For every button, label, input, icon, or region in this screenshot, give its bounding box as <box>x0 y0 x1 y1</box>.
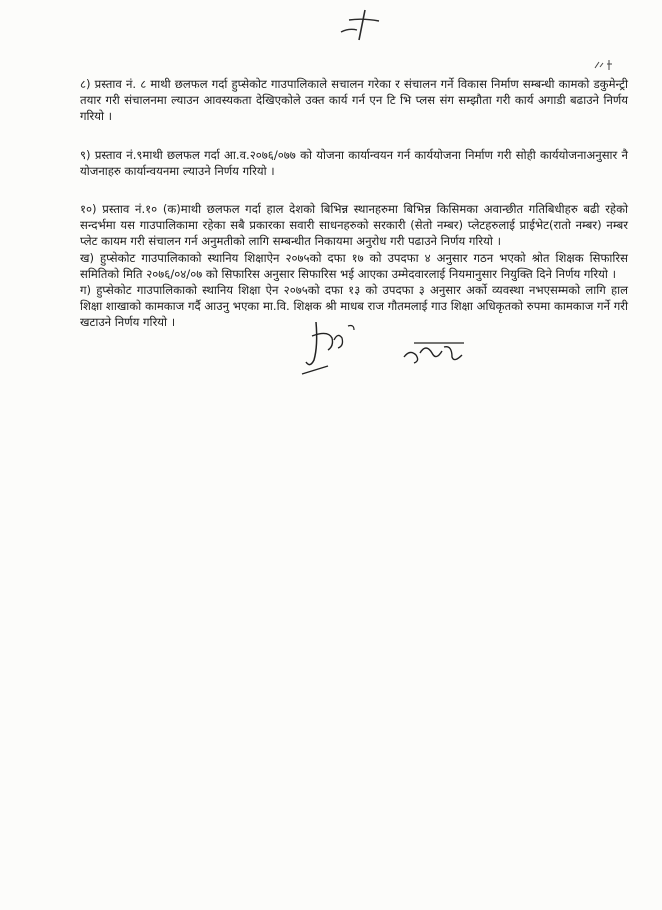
signature-mark-top <box>335 6 385 42</box>
decision-item-8: ८) प्रस्ताव नं. ८ माथी छलफल गर्दा हुप्सेकोट गाउपालिकाले सचालन गरेका र संचालन गर्ने विकास निर्माण सम्बन्धी कामको डकुमेन्ट्री तयार गरी संचालनमा ल्याउन आवस्यकता देखिएकोले उक्त कार्य गर्न एन टि भि प्लस संग सम्झौता गरी कार्य अगाडी बढाउने निर्णय गरियो । <box>80 77 628 124</box>
decision-item-10-ga: ग) हुप्सेकोट गाउपालिकाको स्थानिय शिक्षा ऐन २०७५को दफा १३ को उपदफा ३ अनुसार अर्को व्यवस्था नभएसम्मको लागि हाल शिक्षा शाखाको कामकाज गर्दै आउनु भएका मा.वि. शिक्षक श्री माधब राज गौतमलाई गाउ शिक्षा अधिकृतको रुपमा कामकाज गर्ने गरी खटाउने निर्णय गरियो । <box>80 283 628 330</box>
decision-item-10-kha: ख) हुप्सेकोट गाउपालिकाको स्थानिय शिक्षाऐन २०७५को दफा १७ को उपदफा ४ अनुसार गठन भएको श्रोत शिक्षक सिफारिस समितिको मिति २०७६/०४/०७ को सिफारिस अनुसार सिफारिस भई आएका उम्मेदवारलाई नियमानुसार नियुक्ति दिने निर्णय गरियो । <box>80 250 628 281</box>
signature-2 <box>400 335 470 369</box>
decision-item-10: १०) प्रस्ताव नं.१० (क)माथी छलफल गर्दा हाल देशको बिभिन्न स्थानहरुमा बिभिन्न किसिमका अवान्छीत गतिबिधीहरु बढी रहेको सन्दर्भमा यस गाउपालिकामा रहेका सबै प्रकारका सवारी साधनहरुको सरकारी (सेतो नम्बर) प्लेटहरुलाई प्राईभेट(रातो नम्बर) नम्बर प्लेट कायम गरी संचालन गर्न अनुमतीको लागि सम्बन्धीत निकायमा अनुरोध गरी पढाउने निर्णय गरियो । <box>80 202 628 249</box>
handwritten-corner-mark <box>592 58 618 72</box>
signature-1 <box>298 316 364 382</box>
decision-item-9: ९) प्रस्ताव नं.९माथी छलफल गर्दा आ.व.२०७६/०७७ को योजना कार्यान्वयन गर्न कार्ययोजना निर्माण गरी सोही कार्ययोजनाअनुसार नै योजनाहरु कार्यान्वयनमा ल्याउने निर्णय गरियो । <box>80 147 628 178</box>
document-body <box>80 76 628 331</box>
